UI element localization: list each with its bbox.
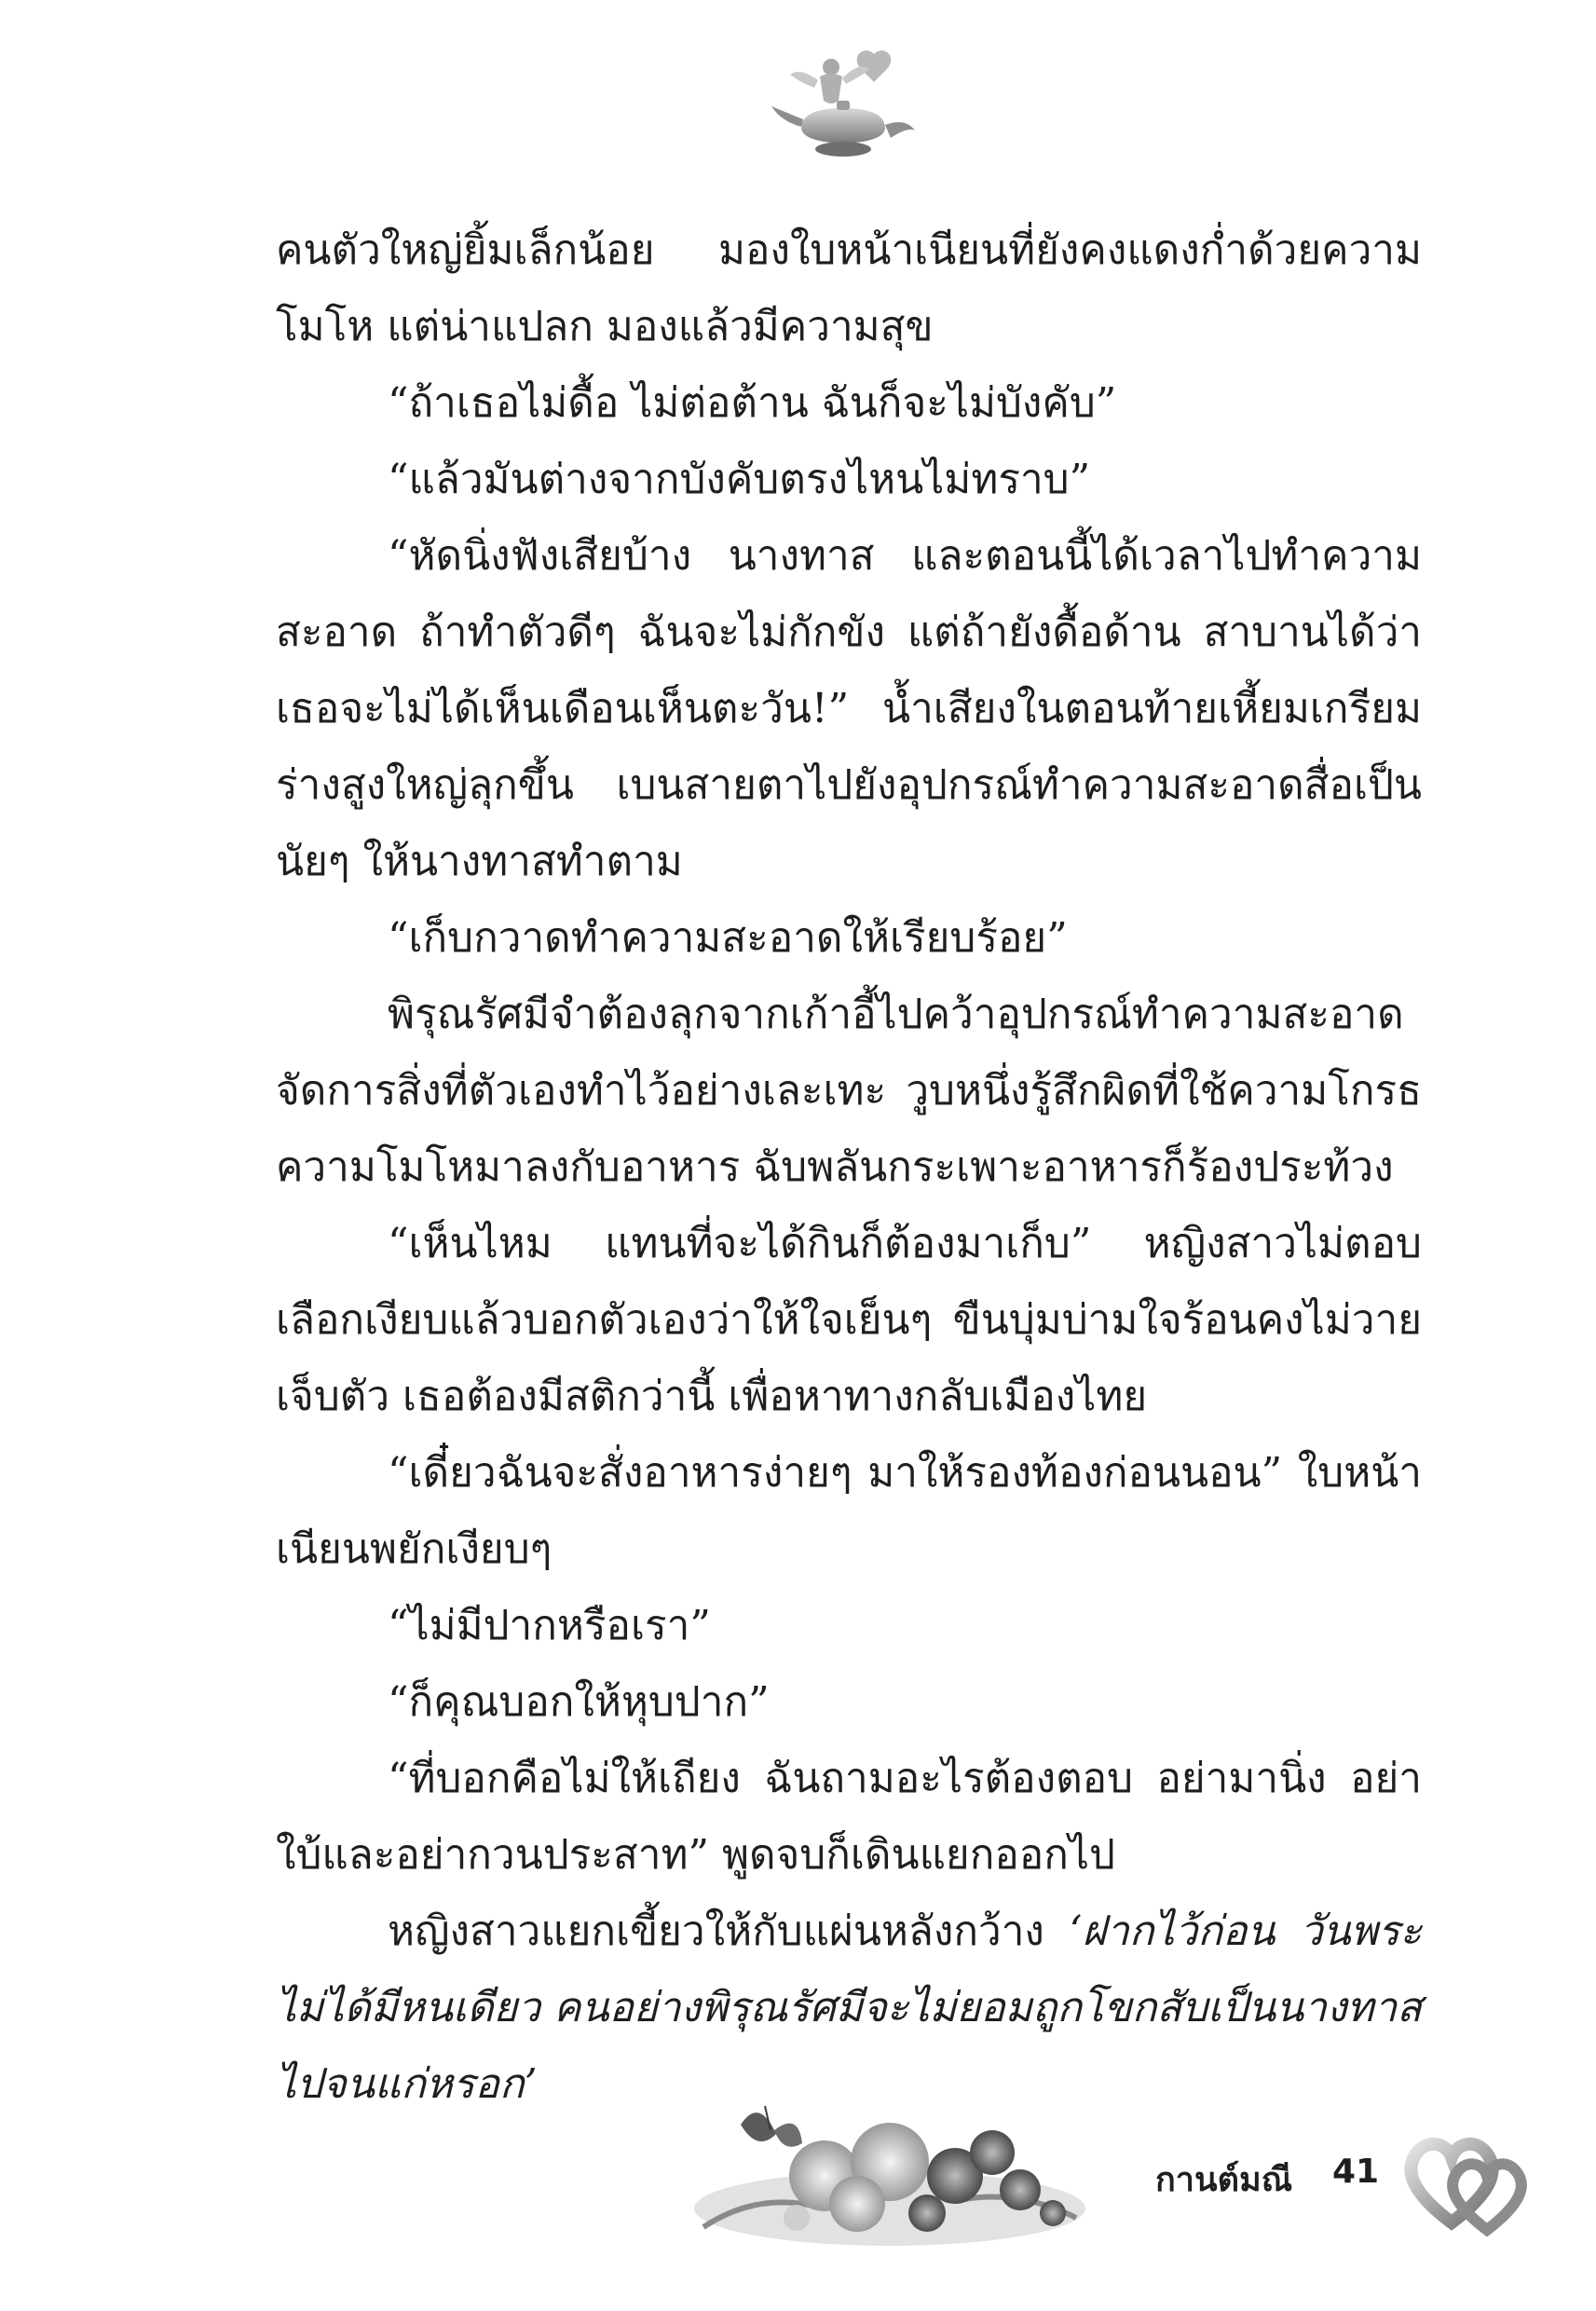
story-text: [276, 212, 1422, 2123]
paragraph: “ที่บอกคือไม่ให้เถียง ฉันถามอะไรต้องตอบ อย่ามานิ่ง อย่าใบ้และอย่ากวนประสาท” พูดจบก็เดินแยกออกไป: [276, 1755, 1422, 1879]
paragraph: “เดี๋ยวฉันจะสั่งอาหารง่ายๆ มาให้รองท้องก่อนนอน” ใบหน้าเนียนพยักเงียบๆ: [276, 1449, 1422, 1573]
paragraph: “แล้วมันต่างจากบังคับตรงไหนไม่ทราบ”: [388, 456, 1091, 503]
paragraph: “หัดนิ่งฟังเสียบ้าง นางทาส และตอนนี้ได้เวลาไปทำความสะอาด ถ้าทำตัวดีๆ ฉันจะไม่กักขัง แต่ถ้ายังดื้อด้าน สาบานได้ว่าเธอจะไม่ได้เห็นเดือนเห็นตะวัน!” น้ำเสียงในตอนท้ายเหี้ยมเกรียม ร่างสูงใหญ่ลุกขึ้น เบนสายตาไปยังอุปกรณ์ทำความสะอาดสื่อเป็นนัยๆ ให้นางทาสทำตาม: [276, 532, 1422, 885]
paragraph: “เก็บกวาดทำความสะอาดให้เรียบร้อย”: [388, 914, 1068, 962]
page-number: 41: [1332, 2153, 1380, 2191]
paragraph: “ก็คุณบอกให้หุบปาก”: [388, 1678, 770, 1726]
genie-lamp-ornament-icon: [764, 47, 922, 168]
paragraph: “เห็นไหม แทนที่จะได้กินก็ต้องมาเก็บ” หญิงสาวไม่ตอบ เลือกเงียบแล้วบอกตัวเองว่าให้ใจเย็นๆ ขืนบุ่มบ่ามใจร้อนคงไม่วายเจ็บตัว เธอต้องมีสติกว่านี้ เพื่อหาทางกลับเมืองไทย: [276, 1220, 1422, 1420]
paragraph: “ไม่มีปากหรือเรา”: [388, 1602, 711, 1649]
book-title: กานต์มณี: [1155, 2161, 1293, 2199]
paragraph: “ถ้าเธอไม่ดื้อ ไม่ต่อต้าน ฉันก็จะไม่บังคับ”: [388, 379, 1117, 427]
paragraph: พิรุณรัศมีจำต้องลุกจากเก้าอี้ไปคว้าอุปกรณ์ทำความสะอาด จัดการสิ่งที่ตัวเองทำไว้อย่างเละเทะ วูบหนึ่งรู้สึกผิดที่ใช้ความโกรธความโมโหมาลงกับอาหาร ฉับพลันกระเพาะอาหารก็ร้องประท้วง: [276, 991, 1422, 1191]
heart-rings-icon: [1398, 2111, 1537, 2241]
inner-thought-italic: ‘ฝากไว้ก่อน วันพระไม่ได้มีหนเดียว คนอย่างพิรุณรัศมีจะไม่ยอมถูกโขกสับเป็นนางทาสไปจนแก่หรอก’: [276, 1908, 1423, 2108]
paragraph: คนตัวใหญ่ยิ้มเล็กน้อย มองใบหน้าเนียนที่ยังคงแดงก่ำด้วยความโมโห แต่น่าแปลก มองแล้วมีความสุข: [276, 226, 1422, 350]
flower-bouquet-icon: [685, 2087, 1095, 2255]
paragraph-lead: หญิงสาวแยกเขี้ยวให้กับแผ่นหลังกว้าง: [388, 1908, 1070, 1955]
